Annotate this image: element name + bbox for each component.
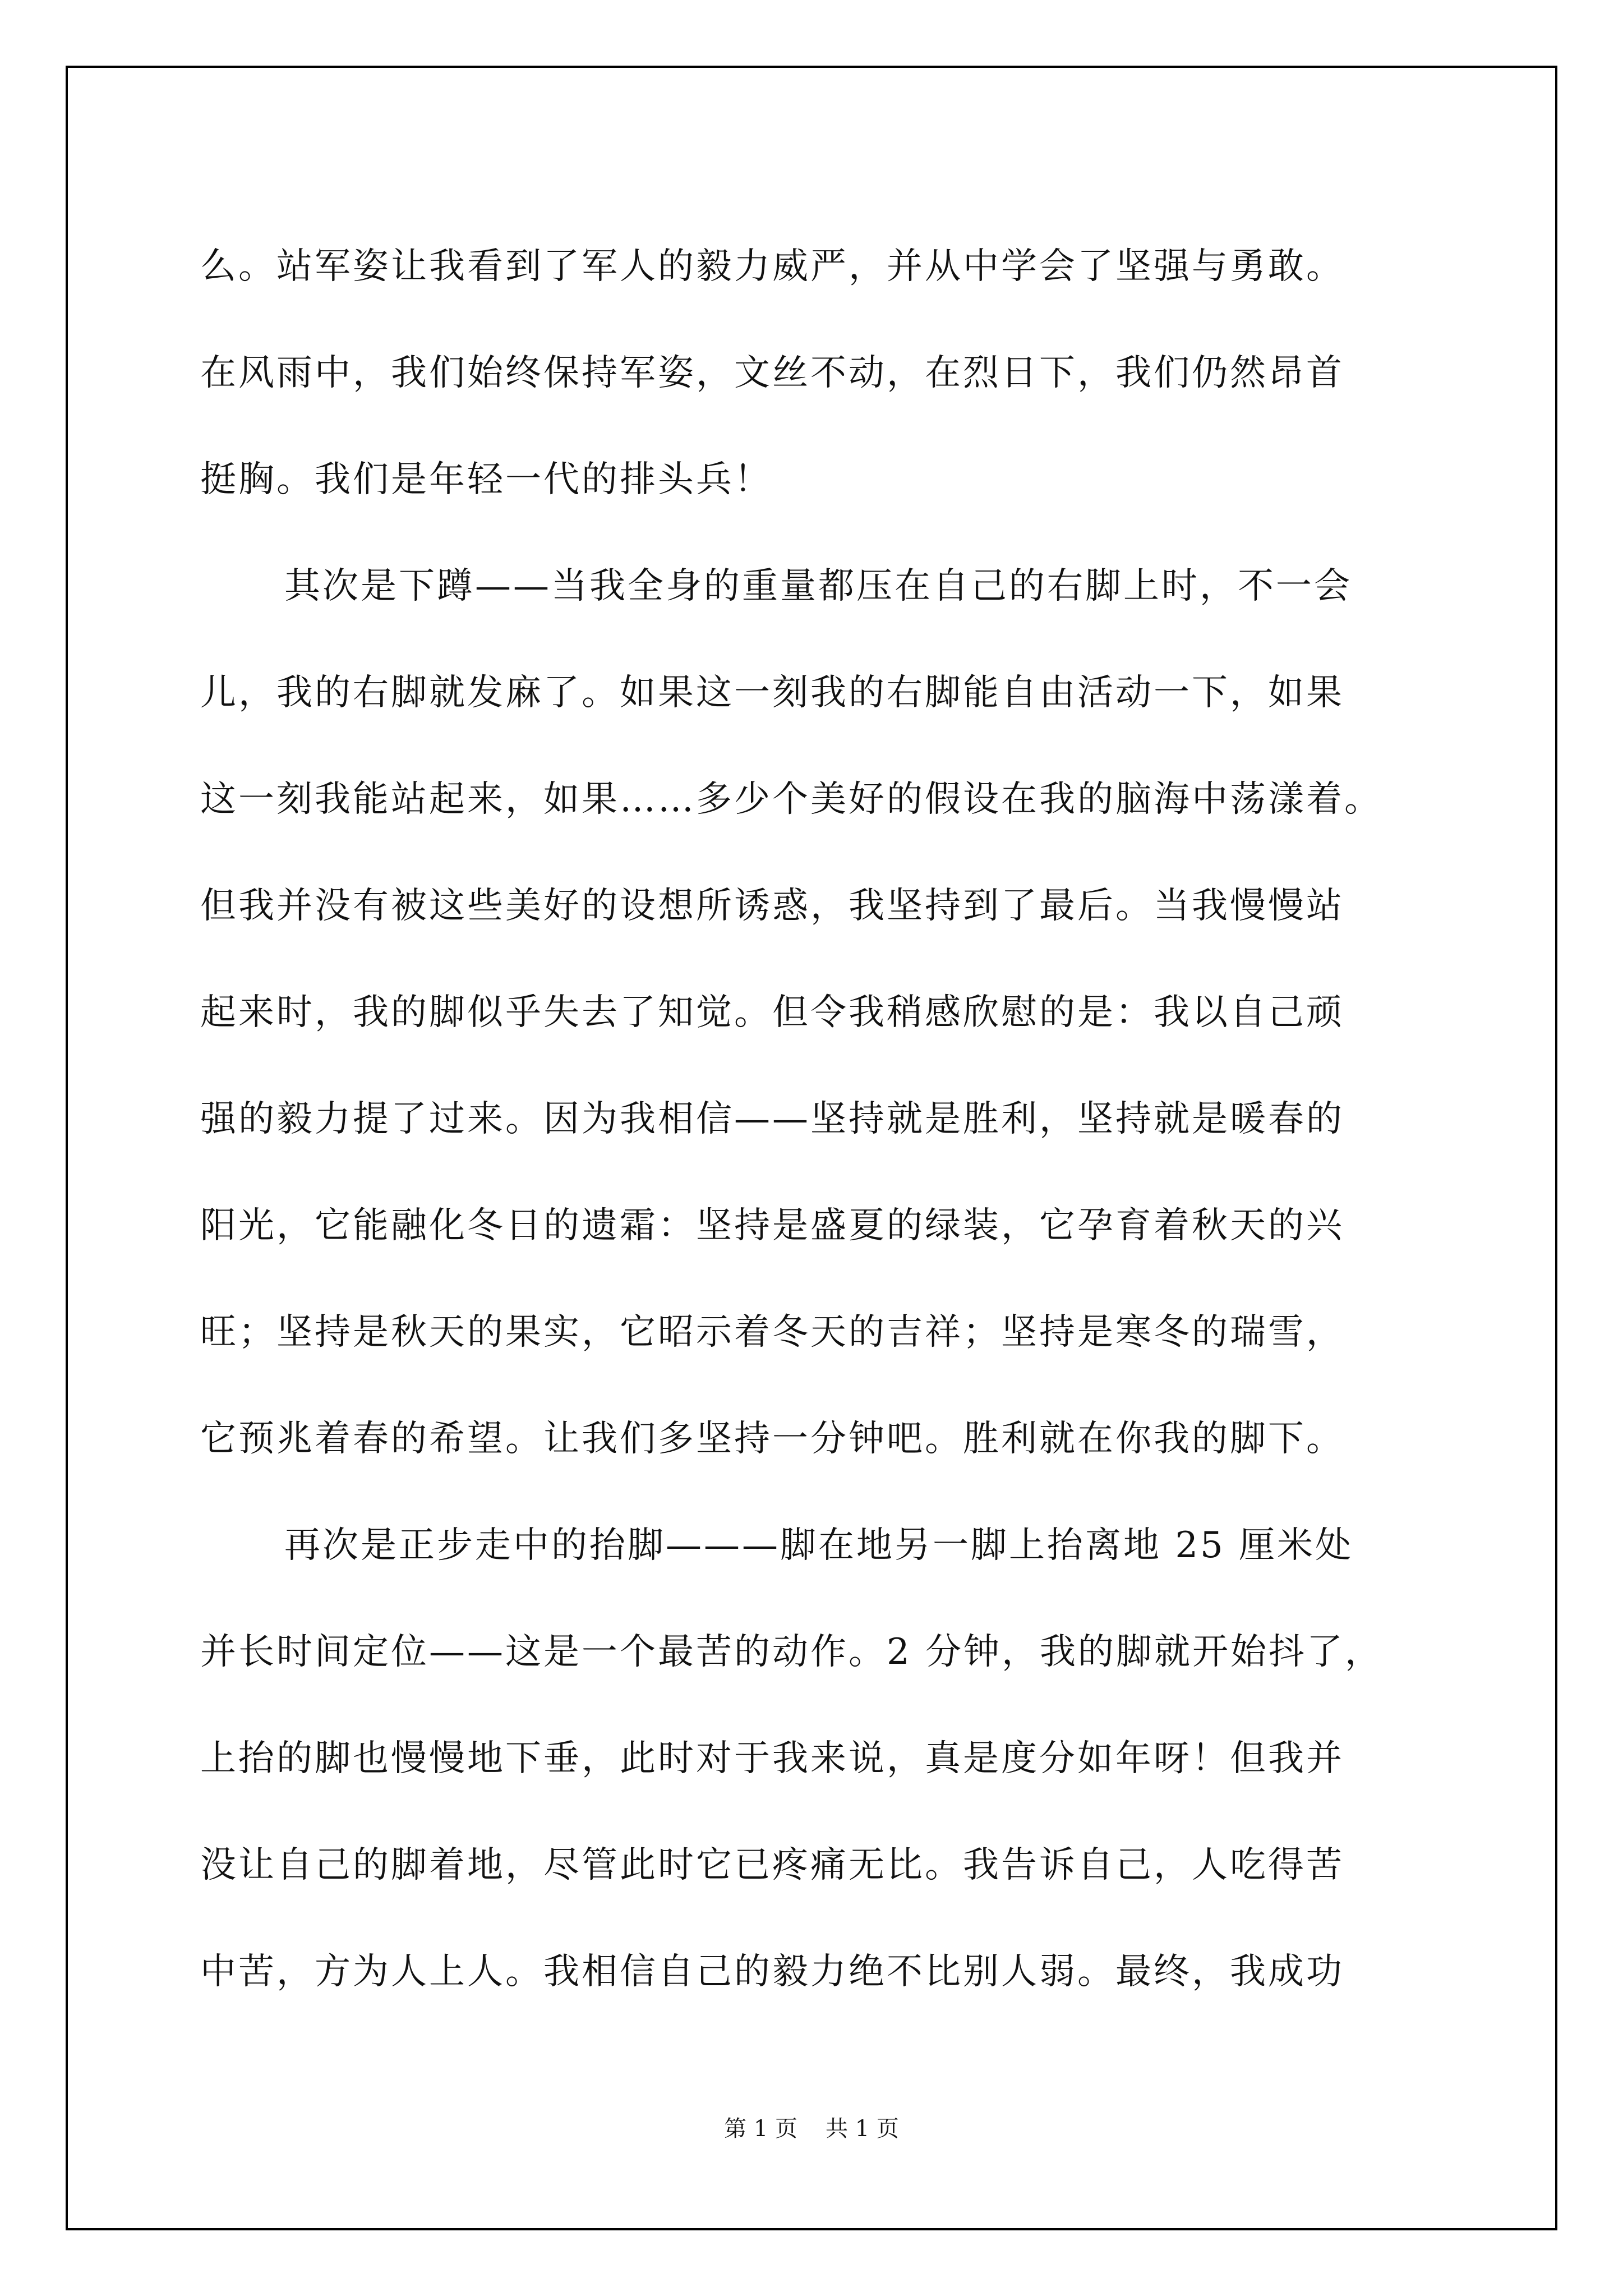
text-line: 中苦，方为人上人。我相信自己的毅力绝不比别人弱。最终，我成功 bbox=[200, 1951, 1344, 1993]
page-number-current: 第 1 页 bbox=[724, 2116, 797, 2142]
text-line: 上抬的脚也慢慢地下垂，此时对于我来说，真是度分如年呀！但我并 bbox=[200, 1738, 1344, 1779]
text-line: 儿，我的右脚就发麻了。如果这一刻我的右脚能自由活动一下，如果 bbox=[200, 672, 1344, 714]
page-number-total: 共 1 页 bbox=[826, 2116, 899, 2142]
text-line: 并长时间定位——这是一个最苦的动作。2 分钟，我的脚就开始抖了， bbox=[200, 1631, 1384, 1673]
text-line: 挺胸。我们是年轻一代的排头兵！ bbox=[200, 459, 772, 500]
document-body bbox=[200, 213, 1468, 2025]
text-line: 它预兆着春的希望。让我们多坚持一分钟吧。胜利就在你我的脚下。 bbox=[200, 1418, 1344, 1460]
page-footer bbox=[0, 2112, 1623, 2146]
text-line: 但我并没有被这些美好的设想所诱惑，我坚持到了最后。当我慢慢站 bbox=[200, 885, 1344, 927]
text-line: 在风雨中，我们始终保持军姿，文丝不动，在烈日下，我们仍然昂首 bbox=[200, 352, 1344, 394]
text-line: 旺；坚持是秋天的果实，它昭示着冬天的吉祥；坚持是寒冬的瑞雪， bbox=[200, 1312, 1344, 1353]
text-line: 起来时，我的脚似乎失去了知觉。但令我稍感欣慰的是：我以自己顽 bbox=[200, 992, 1344, 1033]
text-line: 这一刻我能站起来，如果……多少个美好的假设在我的脑海中荡漾着。 bbox=[200, 779, 1382, 820]
text-line: 没让自己的脚着地，尽管此时它已疼痛无比。我告诉自己，人吃得苦 bbox=[200, 1844, 1344, 1886]
text-line: 么。站军姿让我看到了军人的毅力威严，并从中学会了坚强与勇敢。 bbox=[200, 246, 1344, 287]
text-line: 阳光，它能融化冬日的遗霜：坚持是盛夏的绿装，它孕育着秋天的兴 bbox=[200, 1205, 1344, 1246]
paragraph-start-line: 再次是正步走中的抬脚———脚在地另一脚上抬离地 25 厘米处 bbox=[284, 1525, 1354, 1566]
text-line: 强的毅力提了过来。因为我相信——坚持就是胜利，坚持就是暖春的 bbox=[200, 1098, 1344, 1140]
paragraph-start-line: 其次是下蹲——当我全身的重量都压在自己的右脚上时，不一会 bbox=[284, 565, 1352, 607]
